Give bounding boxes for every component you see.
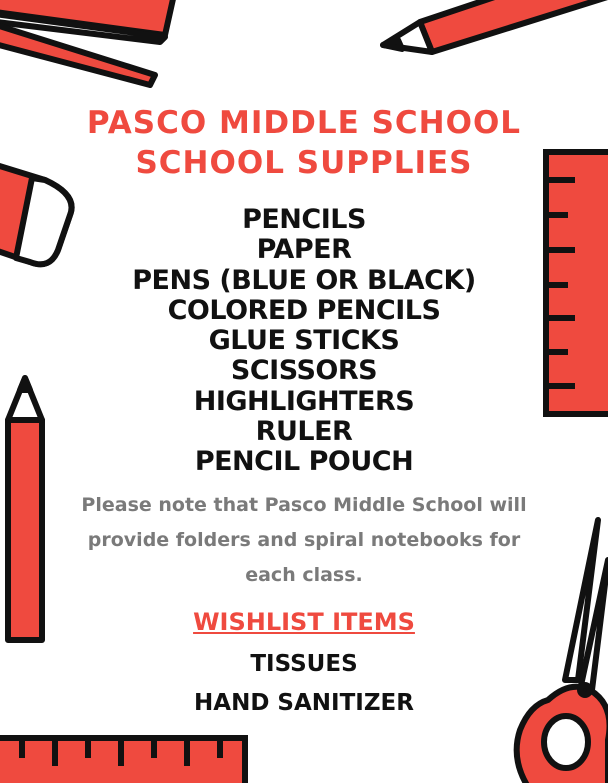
supply-item: PENCILS — [242, 204, 366, 235]
supply-item: PAPER — [256, 234, 352, 266]
wishlist-title: WISHLIST ITEMS — [193, 608, 415, 636]
supply-item: RULER — [255, 416, 353, 448]
supplies-list — [0, 205, 608, 478]
supply-item: PENS (BLUE OR BLACK) — [132, 264, 476, 296]
ruler-bottom-icon — [0, 738, 245, 783]
wishlist-item: HAND SANITIZER — [194, 690, 414, 716]
supply-item: HIGHLIGHTERS — [193, 385, 415, 417]
pencil-top-right-icon — [383, 0, 608, 52]
supply-item: PENCIL POUCH — [194, 446, 414, 478]
stapler-icon — [0, 0, 175, 85]
provision-note: Please note that Pasco Middle School will provide folders and spiral notebooks for each class. — [81, 494, 527, 586]
wishlist-list — [0, 645, 608, 723]
page-title-line1: PASCO MIDDLE SCHOOL — [86, 105, 522, 141]
supply-item: GLUE STICKS — [208, 325, 400, 357]
page-title-line2: SCHOOL SUPPLIES — [135, 145, 473, 181]
wishlist-item: TISSUES — [250, 651, 358, 677]
supply-item: COLORED PENCILS — [167, 294, 441, 326]
supply-item: SCISSORS — [230, 355, 378, 387]
